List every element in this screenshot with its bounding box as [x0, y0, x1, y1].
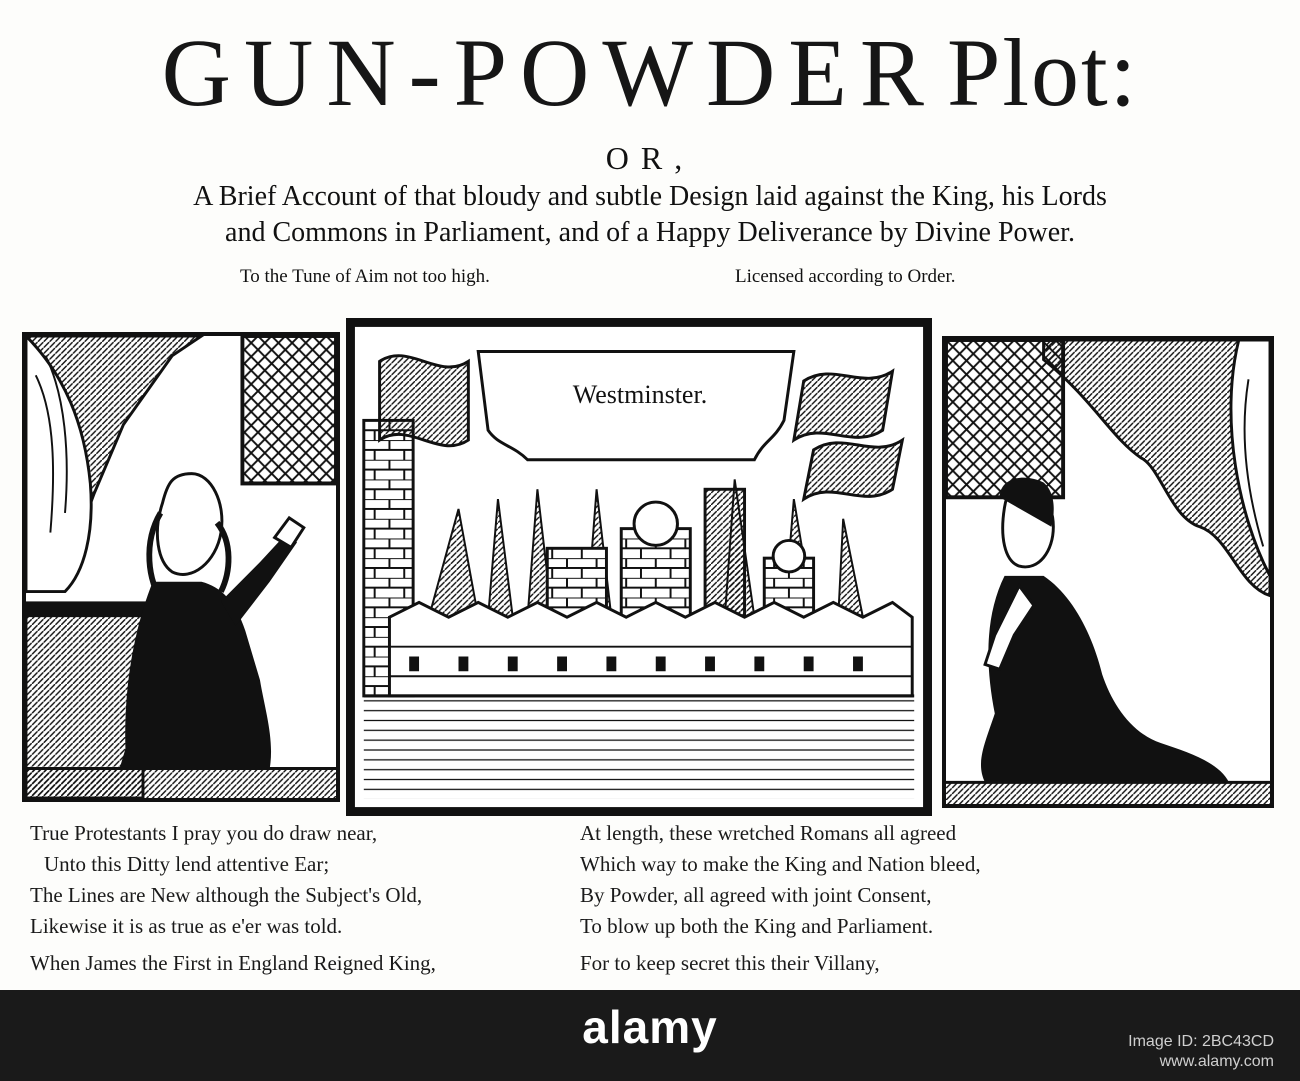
verse-line: Likewise it is as true as e'er was told.	[30, 914, 343, 938]
or-heading: OR,	[605, 140, 695, 176]
verse-line: True Protestants I pray you do draw near,	[30, 821, 378, 845]
verse-line: At length, these wretched Romans all agreed	[580, 821, 957, 845]
subtitle-line-2: and Commons in Parliament, and of a Happy Deliverance by Divine Power.	[225, 217, 1075, 248]
woodcut-panel-westminster	[346, 318, 932, 816]
license-note: Licensed according to Order.	[735, 266, 956, 287]
subtitle-line-1: A Brief Account of that bloudy and subtle Design laid against the King, his Lords	[193, 181, 1107, 212]
verse-line: Which way to make the King and Nation bleed,	[580, 852, 981, 876]
title-main: GUN-POWDER	[161, 19, 937, 126]
watermark-logo: alamy	[582, 1001, 718, 1053]
verse-line: Unto this Ditty lend attentive Ear;	[44, 852, 330, 876]
verse-line: To blow up both the King and Parliament.	[580, 914, 934, 938]
ballad-verses-right	[580, 818, 981, 979]
watermark-info	[1128, 1032, 1274, 1072]
woodcut-panel-praying-man	[22, 332, 340, 802]
watermark-site: www.alamy.com	[1159, 1053, 1274, 1070]
verse-line: The Lines are New although the Subject's Old,	[30, 883, 423, 907]
page-title	[0, 18, 1300, 128]
banner-text: Westminster.	[572, 380, 708, 409]
image-id-label: Image ID: 2BC43CD	[1128, 1033, 1274, 1050]
tune-note: To the Tune of Aim not too high.	[240, 266, 490, 287]
title-plot: Plot:	[946, 19, 1139, 126]
ballad-verses-left	[30, 818, 436, 979]
woodcut-panel-praying-woman	[942, 336, 1274, 808]
verse-line: When James the First in England Reigned King,	[30, 951, 436, 975]
verse-line: By Powder, all agreed with joint Consent,	[580, 883, 932, 907]
verse-line: For to keep secret this their Villany,	[580, 951, 880, 975]
